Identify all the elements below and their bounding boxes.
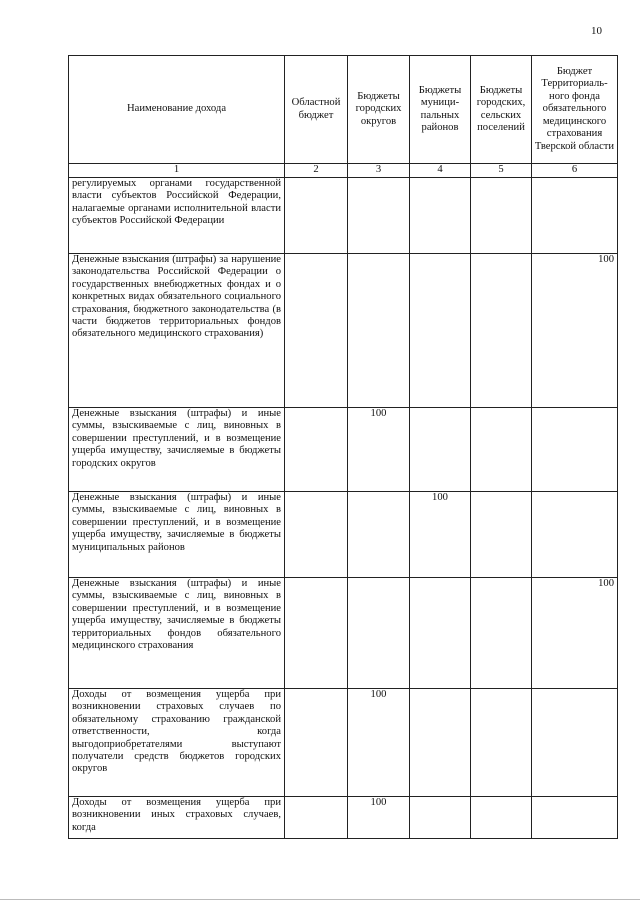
revenue-name-cell: Доходы от возмещения ущерба при возникновении страховых случаев по обязательному страхованию гражданской ответственности, когда выгодоприобретателями выступают получатели средств бюджетов городских округов	[69, 689, 285, 797]
value-cell	[348, 178, 410, 254]
value-cell	[532, 408, 618, 492]
value-cell	[285, 408, 348, 492]
value-cell	[285, 797, 348, 839]
column-number-row	[69, 164, 618, 178]
table-row	[69, 689, 618, 797]
value-cell	[532, 492, 618, 578]
revenue-name-cell: Денежные взыскания (штрафы) и иные суммы, взыскиваемые с лиц, виновных в совершении преступлений, и в возмещение ущерба имуществу, зачисляемые в бюджеты территориальных фондов обязательного медицинского страхования	[69, 578, 285, 689]
value-cell	[532, 797, 618, 839]
column-number: 4	[410, 164, 471, 178]
value-cell	[471, 689, 532, 797]
column-number: 5	[471, 164, 532, 178]
revenue-name-cell: Денежные взыскания (штрафы) и иные суммы, взыскиваемые с лиц, виновных в совершении преступлений, и в возмещение ущерба имуществу, зачисляемые в бюджеты муниципальных районов	[69, 492, 285, 578]
value-cell	[532, 178, 618, 254]
value-cell	[471, 492, 532, 578]
table-row	[69, 408, 618, 492]
value-cell	[348, 578, 410, 689]
header-settlement-budgets: Бюджеты городских, сельских поселений	[471, 56, 532, 164]
table-row	[69, 178, 618, 254]
value-cell	[410, 178, 471, 254]
value-cell: 100	[532, 578, 618, 689]
column-number: 1	[69, 164, 285, 178]
value-cell	[410, 797, 471, 839]
column-number: 6	[532, 164, 618, 178]
table-row	[69, 492, 618, 578]
revenue-name-cell: Доходы от возмещения ущерба при возникновении иных страховых случаев, когда	[69, 797, 285, 839]
value-cell	[285, 178, 348, 254]
value-cell	[410, 408, 471, 492]
value-cell: 100	[410, 492, 471, 578]
value-cell	[471, 797, 532, 839]
value-cell	[532, 689, 618, 797]
column-number: 2	[285, 164, 348, 178]
value-cell	[471, 254, 532, 408]
page-number: 10	[591, 25, 602, 37]
column-number: 3	[348, 164, 410, 178]
value-cell: 100	[348, 797, 410, 839]
revenue-name-cell: регулируемых органами государственной власти субъектов Российской Федерации, налагаемые органами исполнительной власти субъектов Российской Федерации	[69, 178, 285, 254]
value-cell	[285, 578, 348, 689]
revenue-distribution-table	[68, 55, 618, 839]
value-cell	[285, 689, 348, 797]
revenue-name-cell: Денежные взыскания (штрафы) за нарушение законодательства Российской Федерации о государственных внебюджетных фондах и о конкретных видах обязательного социального страхования, бюджетного законодательства (в части бюджетов территориальных фондов обязательного медицинского страхования)	[69, 254, 285, 408]
value-cell	[348, 492, 410, 578]
header-revenue-name: Наименование дохода	[69, 56, 285, 164]
value-cell: 100	[532, 254, 618, 408]
table-row	[69, 797, 618, 839]
value-cell: 100	[348, 408, 410, 492]
value-cell	[471, 578, 532, 689]
table-row	[69, 578, 618, 689]
value-cell	[285, 492, 348, 578]
value-cell: 100	[348, 689, 410, 797]
value-cell	[471, 178, 532, 254]
header-regional-budget: Областной бюджет	[285, 56, 348, 164]
header-municipal-district-budgets: Бюджеты муници-пальных районов	[410, 56, 471, 164]
value-cell	[410, 254, 471, 408]
revenue-name-cell: Денежные взыскания (штрафы) и иные суммы, взыскиваемые с лиц, виновных в совершении преступлений, и в возмещение ущерба имуществу, зачисляемые в бюджеты городских округов	[69, 408, 285, 492]
value-cell	[285, 254, 348, 408]
value-cell	[410, 689, 471, 797]
header-medical-insurance-fund-budget: Бюджет Территориаль-ного фонда обязательного медицинского страхования Тверской области	[532, 56, 618, 164]
header-city-district-budgets: Бюджеты городских округов	[348, 56, 410, 164]
table-row	[69, 254, 618, 408]
value-cell	[471, 408, 532, 492]
value-cell	[348, 254, 410, 408]
value-cell	[410, 578, 471, 689]
page-bottom-edge	[0, 899, 640, 900]
table-header-row	[69, 56, 618, 164]
